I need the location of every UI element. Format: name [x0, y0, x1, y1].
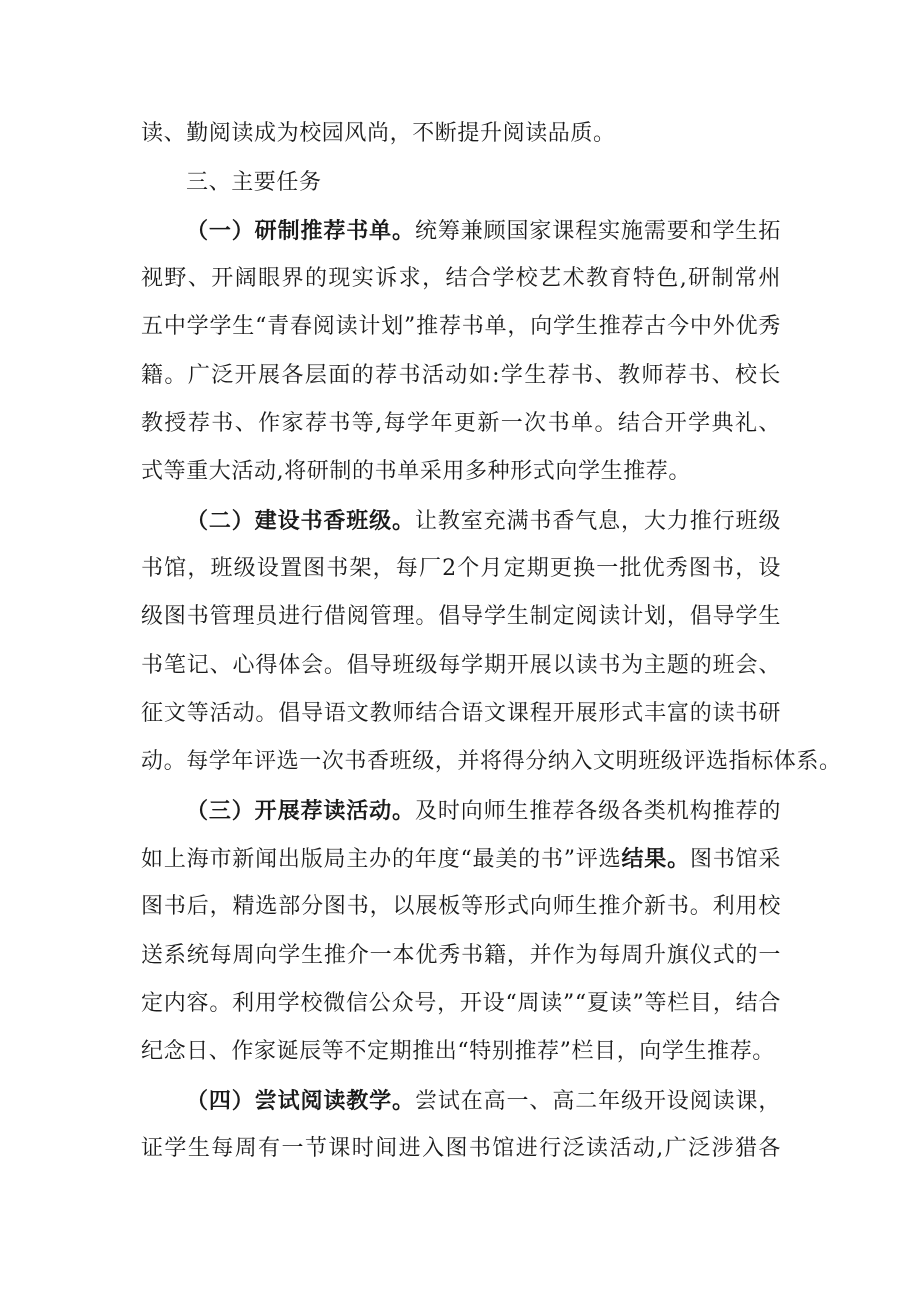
paragraph-1-line: 五中学学生“青春阅读计划”推荐书单，向学生推荐古今中外优秀: [141, 314, 781, 339]
paragraph-1-title: （一）研制推荐书单。: [186, 218, 415, 244]
paragraph-2-line: （二）建设书香班级。让教室充满书香气息，大力推行班级: [186, 508, 781, 534]
paragraph-2-line: 书馆，班级设置图书架，每厂2个月定期更换一批优秀图书，设: [141, 556, 781, 581]
paragraph-1-line: 籍。广泛开展各层面的荐书活动如:学生荐书、教师荐书、校长: [141, 363, 781, 388]
paragraph-3-line: 纪念日、作家诞辰等不定期推出“特别推荐”栏目，向学生推荐。: [141, 1039, 775, 1064]
paragraph-3-title: （三）开展荐读活动。: [186, 798, 415, 824]
paragraph-1-line: 视野、开阔眼界的现实诉求，结合学校艺术教育特色,研制常州: [141, 266, 781, 291]
paragraph-3-line: 如上海市新闻出版局主办的年度“最美的书”评选结果。图书馆采: [141, 846, 781, 872]
paragraph-4-title: （四）尝试阅读教学。: [186, 1088, 415, 1114]
paragraph-2-line: 级图书管理员进行借阅管理。倡导学生制定阅读计划，倡导学生: [141, 604, 781, 629]
paragraph-4-line: （四）尝试阅读教学。尝试在高一、高二年级开设阅读课，: [186, 1088, 781, 1114]
paragraph-1-line: （一）研制推荐书单。统筹兼顾国家课程实施需要和学生拓: [186, 218, 781, 244]
paragraph-2-line: 动。每学年评选一次书香班级，并将得分纳入文明班级评选指标体系。: [141, 749, 842, 774]
paragraph-2-line: 书笔记、心得体会。倡导班级每学期开展以读书为主题的班会、: [141, 653, 781, 678]
text-line: 读、勤阅读成为校园风尚，不断提升阅读品质。: [141, 121, 616, 146]
section-heading: 三、主要任务: [186, 170, 322, 195]
paragraph-4-line: 证学生每周有一节课时间进入图书馆进行泛读活动,广泛涉猎各: [141, 1136, 781, 1161]
paragraph-1-line: 教授荐书、作家荐书等,每学年更新一次书单。结合开学典礼、: [141, 411, 781, 436]
paragraph-3-line: （三）开展荐读活动。及时向师生推荐各级各类机构推荐的: [186, 798, 781, 824]
paragraph-3-line: 定内容。利用学校微信公众号，开设“周读”“夏读”等栏目，结合: [141, 991, 781, 1016]
paragraph-2-title: （二）建设书香班级。: [186, 508, 415, 534]
paragraph-1-line: 式等重大活动,将研制的书单采用多种形式向学生推荐。: [141, 459, 691, 484]
paragraph-3-line: 图书后，精选部分图书，以展板等形式向师生推介新书。利用校: [141, 894, 781, 919]
paragraph-3-line: 送系统每周向学生推介一本优秀书籍，并作为每周升旗仪式的一: [141, 943, 781, 968]
bold-result-word: 结果。: [621, 846, 690, 872]
paragraph-2-line: 征文等活动。倡导语文教师结合语文课程开展形式丰富的读书研: [141, 701, 781, 726]
